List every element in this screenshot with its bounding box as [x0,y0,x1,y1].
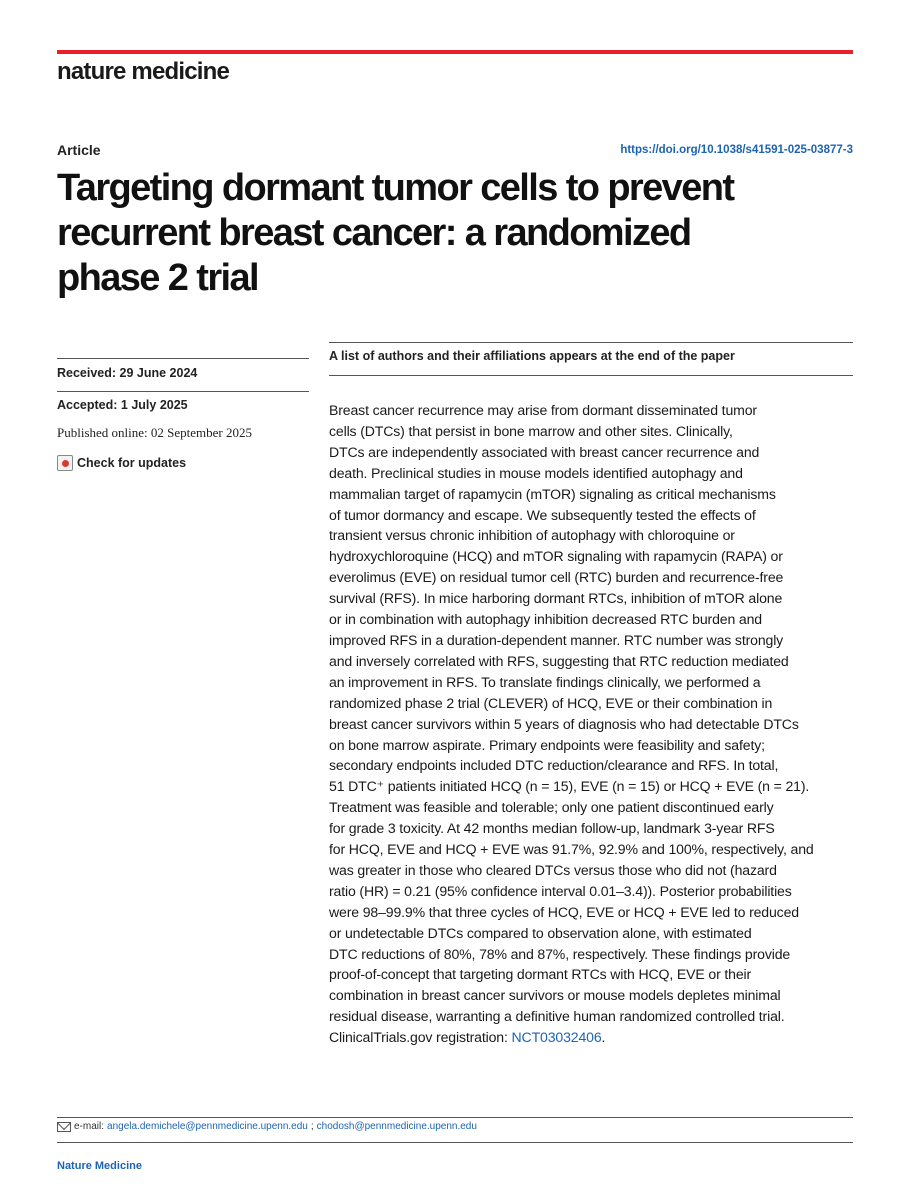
header-red-bar [57,50,853,54]
abstract-line: or undetectable DTCs compared to observation alone, with estimated [329,924,752,941]
registration-line [329,1027,853,1048]
abstract-line: DTC reductions of 80%, 78% and 87%, respectively. These findings provide [329,945,791,962]
abstract-line: of tumor dormancy and escape. We subsequently tested the effects of [329,506,756,523]
abstract [329,400,853,1048]
abstract-line: and inversely correlated with RFS, suggesting that RTC reduction mediated [329,652,789,669]
abstract-line: secondary endpoints included DTC reduction/clearance and RFS. In total, [329,757,779,774]
divider [57,358,309,359]
title-line: Targeting dormant tumor cells to prevent [57,167,734,209]
abstract-line: were 98–99.9% that three cycles of HCQ, EVE or HCQ + EVE led to reduced [329,903,799,920]
abstract-line: mammalian target of rapamycin (mTOR) signaling as critical mechanisms [329,485,776,502]
email-link-demichele[interactable]: angela.demichele@pennmedicine.upenn.edu [107,1121,308,1132]
crossmark-icon [57,455,73,471]
email-separator: ; [310,1121,314,1132]
abstract-line: improved RFS in a duration-dependent manner. RTC number was strongly [329,631,784,648]
footer-divider [57,1142,853,1143]
received-date: Received: 29 June 2024 [57,366,198,380]
divider [329,375,853,376]
correspondence-emails [57,1121,477,1132]
doi-link[interactable]: https://doi.org/10.1038/s41591-025-03877-3 [620,144,853,156]
abstract-line: ratio (HR) = 0.21 (95% confidence interval 0.01–3.4)). Posterior probabilities [329,882,792,899]
abstract-line: was greater in those who cleared DTCs versus those who did not (hazard [329,861,777,878]
abstract-line: breast cancer survivors within 5 years of diagnosis who had detectable DTCs [329,715,799,732]
article-title [57,166,847,301]
published-date: Published online: 02 September 2025 [57,425,252,440]
article-type: Article [57,142,101,158]
registration-prefix: ClinicalTrials.gov registration: [329,1029,512,1046]
check-for-updates-label: Check for updates [77,456,187,470]
divider [329,342,853,343]
abstract-line: hydroxychloroquine (HCQ) and mTOR signaling with rapamycin (RAPA) or [329,548,783,565]
abstract-line: everolimus (EVE) on residual tumor cell (RTC) burden and recurrence-free [329,569,784,586]
abstract-line: combination in breast cancer survivors or mouse models depletes minimal [329,987,781,1004]
abstract-line: for HCQ, EVE and HCQ + EVE was 91.7%, 92.9% and 100%, respectively, and [329,841,814,858]
abstract-line: randomized phase 2 trial (CLEVER) of HCQ, EVE or their combination in [329,694,773,711]
authors-note: A list of authors and their affiliations appears at the end of the paper [329,349,735,363]
abstract-line: cells (DTCs) that persist in bone marrow and other sites. Clinically, [329,422,733,439]
title-line: phase 2 trial [57,257,258,299]
footnote-divider [57,1117,853,1118]
abstract-line: Breast cancer recurrence may arise from dormant disseminated tumor [329,402,757,418]
title-line: recurrent breast cancer: a randomized [57,212,691,254]
footer-journal-name: Nature Medicine [57,1160,142,1172]
check-for-updates-button[interactable] [57,455,186,471]
abstract-line: or in combination with autophagy inhibition decreased RTC burden and [329,611,762,628]
abstract-line: on bone marrow aspirate. Primary endpoints were feasibility and safety; [329,736,765,753]
divider [57,391,309,392]
abstract-line: Treatment was feasible and tolerable; only one patient discontinued early [329,799,774,816]
registration-suffix: . [601,1029,606,1046]
accepted-date: Accepted: 1 July 2025 [57,398,188,412]
abstract-line: proof-of-concept that targeting dormant RTCs with HCQ, EVE or their [329,966,752,983]
abstract-line: survival (RFS). In mice harboring dormant RTCs, inhibition of mTOR alone [329,590,783,607]
abstract-line: death. Preclinical studies in mouse models identified autophagy and [329,464,743,481]
email-label: e-mail: [74,1121,105,1132]
abstract-line: DTCs are independently associated with breast cancer recurrence and [329,443,760,460]
abstract-line: 51 DTC⁺ patients initiated HCQ (n = 15), EVE (n = 15) or HCQ + EVE (n = 21). [329,778,810,795]
abstract-line: transient versus chronic inhibition of autophagy with chloroquine or [329,527,735,544]
envelope-icon [57,1122,71,1132]
email-link-chodosh[interactable]: chodosh@pennmedicine.upenn.edu [316,1121,477,1132]
abstract-line: residual disease, warranting a definitive human randomized controlled trial. [329,1008,785,1025]
abstract-line: for grade 3 toxicity. At 42 months median follow-up, landmark 3-year RFS [329,820,775,837]
nct-registration-link[interactable]: NCT03032406 [511,1029,602,1046]
abstract-line: an improvement in RFS. To translate findings clinically, we performed a [329,673,761,690]
journal-name: nature medicine [57,58,230,85]
